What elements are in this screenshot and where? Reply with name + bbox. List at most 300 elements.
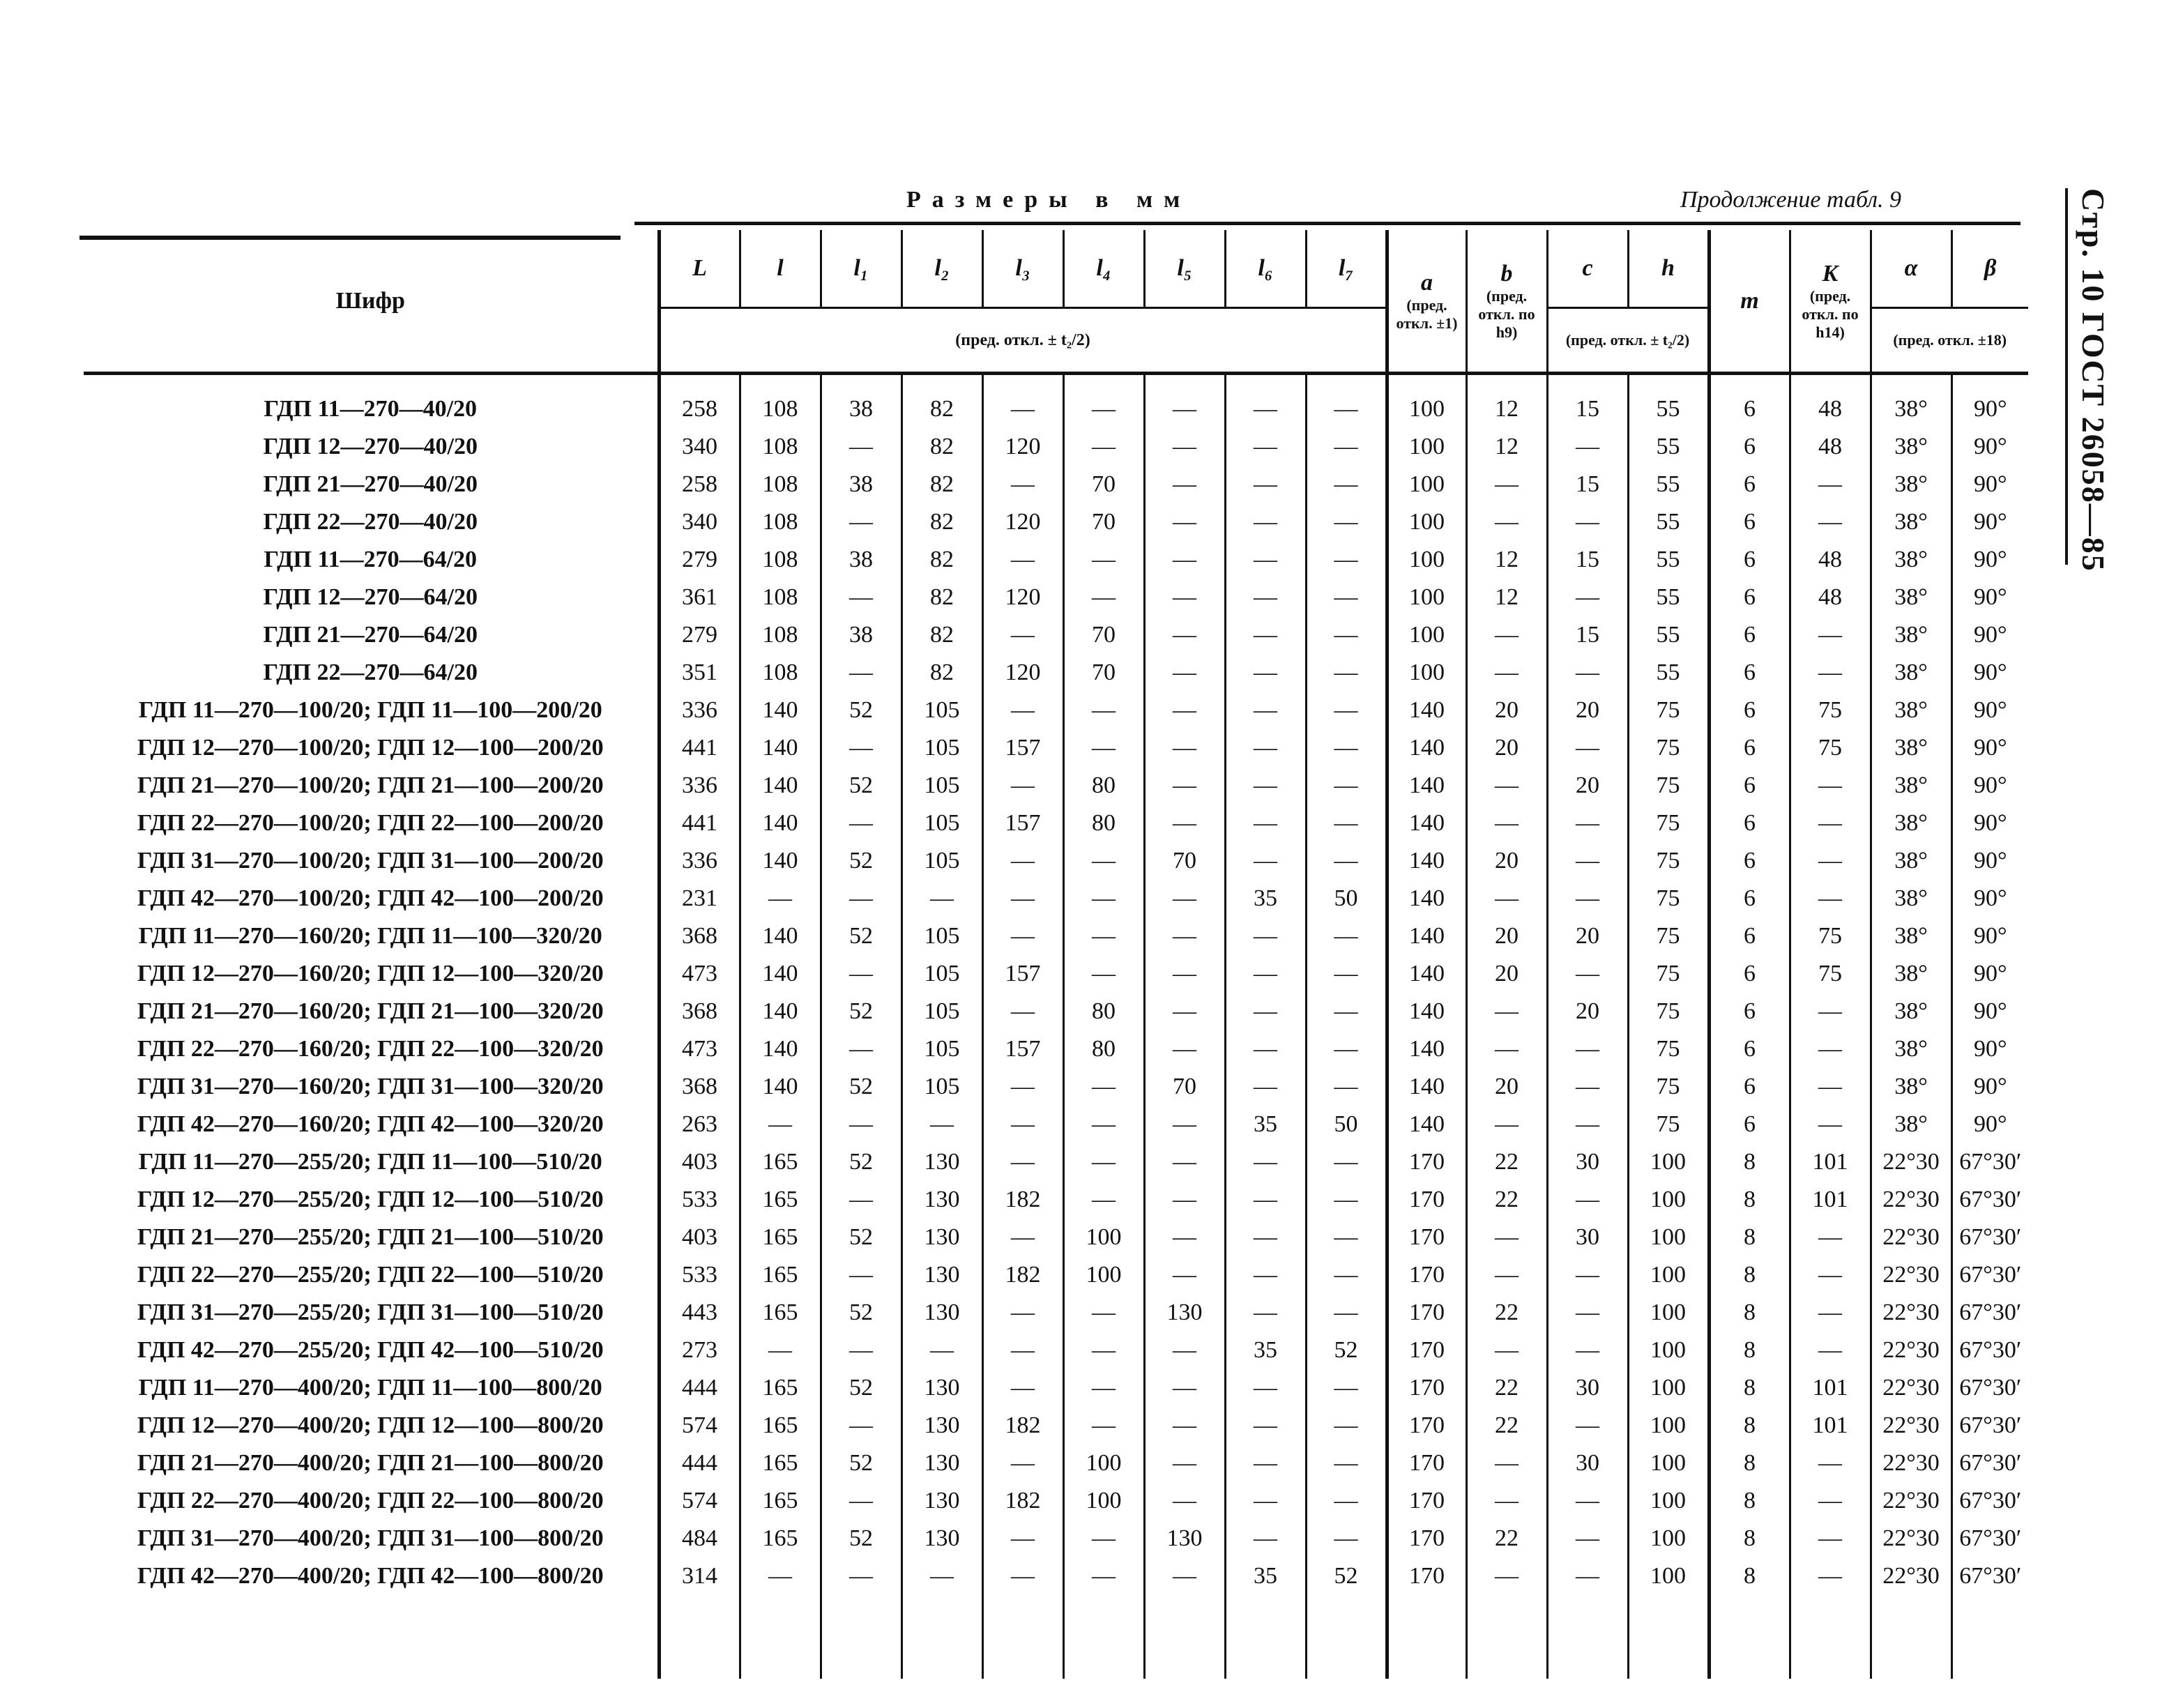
row-code: ГДП 21—270—64/20	[263, 622, 478, 648]
table-row	[84, 955, 2028, 993]
cell-4: 130	[901, 1181, 982, 1219]
cell-13: 55	[1628, 466, 1709, 503]
cell-15: —	[1790, 1332, 1871, 1369]
cell-8: —	[1225, 1444, 1306, 1482]
tail-cell	[821, 1595, 901, 1679]
cell-14: 6	[1709, 1068, 1790, 1106]
cell-2: 140	[740, 993, 821, 1030]
cell-12: 15	[1547, 466, 1628, 503]
row-code: ГДП 21—270—100/20; ГДП 21—100—200/20	[137, 772, 604, 798]
col-header-l1: l₁	[821, 230, 901, 308]
cell-1: 368	[659, 1068, 740, 1106]
table-row	[84, 1294, 2028, 1332]
cell-3: 38	[821, 541, 901, 579]
cell-12: 30	[1547, 1444, 1628, 1482]
cell-17: 90°	[1951, 692, 2028, 729]
cell-16: 38°	[1871, 1068, 1951, 1106]
cell-11: —	[1466, 1557, 1547, 1595]
cell-16: 22°30	[1871, 1407, 1951, 1444]
cell-10: 140	[1387, 805, 1466, 842]
cell-16: 38°	[1871, 1106, 1951, 1143]
cell-17: 67°30′	[1951, 1219, 2028, 1256]
cell-6: 80	[1063, 767, 1144, 805]
cell-16: 38°	[1871, 541, 1951, 579]
spacer-cell	[982, 375, 1063, 390]
cell-13: 100	[1628, 1294, 1709, 1332]
cell-6: 80	[1063, 1030, 1144, 1068]
cell-4: 130	[901, 1520, 982, 1557]
cell-16: 22°30	[1871, 1332, 1951, 1369]
table-row	[84, 390, 2028, 428]
cell-12: —	[1547, 729, 1628, 767]
cell-4: 82	[901, 428, 982, 466]
header-row-symbols	[84, 230, 2028, 308]
cell-2: 140	[740, 692, 821, 729]
cell-8: —	[1225, 917, 1306, 955]
cell-14: 6	[1709, 955, 1790, 993]
cell-14: 6	[1709, 805, 1790, 842]
cell-6: —	[1063, 390, 1144, 428]
cell-11: 22	[1466, 1520, 1547, 1557]
table-row	[84, 1256, 2028, 1294]
cell-13: 75	[1628, 993, 1709, 1030]
cell-5: 120	[982, 579, 1063, 616]
cell-1: 263	[659, 1106, 740, 1143]
cell-17: 90°	[1951, 955, 2028, 993]
cell-6: —	[1063, 955, 1144, 993]
cell-2: 140	[740, 1030, 821, 1068]
cell-2: 165	[740, 1143, 821, 1181]
cell-16: 38°	[1871, 428, 1951, 466]
table-row	[84, 1181, 2028, 1219]
table-row	[84, 1106, 2028, 1143]
cell-1: 258	[659, 466, 740, 503]
cell-12: —	[1547, 1256, 1628, 1294]
cell-8: —	[1225, 390, 1306, 428]
cell-5: —	[982, 993, 1063, 1030]
cell-14: 8	[1709, 1219, 1790, 1256]
cell-17: 90°	[1951, 880, 2028, 917]
cell-17: 90°	[1951, 729, 2028, 767]
cell-8: 35	[1225, 880, 1306, 917]
row-code: ГДП 12—270—64/20	[263, 584, 478, 610]
cell-7: —	[1144, 1256, 1225, 1294]
cell-15: —	[1790, 1219, 1871, 1256]
cell-9: —	[1306, 579, 1387, 616]
cell-17: 90°	[1951, 1030, 2028, 1068]
cell-1: 336	[659, 692, 740, 729]
cell-14: 6	[1709, 1030, 1790, 1068]
table-row	[84, 880, 2028, 917]
cell-6: —	[1063, 1106, 1144, 1143]
cell-11: 22	[1466, 1181, 1547, 1219]
cell-15: 101	[1790, 1143, 1871, 1181]
cell-7: —	[1144, 390, 1225, 428]
cell-16: 22°30	[1871, 1256, 1951, 1294]
cell-1: 368	[659, 917, 740, 955]
table-row	[84, 579, 2028, 616]
cell-8: —	[1225, 654, 1306, 692]
cell-13: 100	[1628, 1219, 1709, 1256]
cell-9: —	[1306, 1482, 1387, 1520]
cell-16: 38°	[1871, 729, 1951, 767]
cell-15: 75	[1790, 729, 1871, 767]
cell-9: —	[1306, 616, 1387, 654]
cell-9: —	[1306, 955, 1387, 993]
cell-14: 6	[1709, 993, 1790, 1030]
cell-13: 100	[1628, 1407, 1709, 1444]
cell-9: —	[1306, 654, 1387, 692]
cell-7: —	[1144, 466, 1225, 503]
spacer-cell	[1306, 375, 1387, 390]
row-code: ГДП 31—270—160/20; ГДП 31—100—320/20	[137, 1074, 604, 1099]
row-code: ГДП 12—270—40/20	[263, 434, 478, 459]
cell-5: —	[982, 390, 1063, 428]
cell-6: —	[1063, 428, 1144, 466]
tail-cell	[1306, 1595, 1387, 1679]
cell-5: 120	[982, 503, 1063, 541]
cell-12: 30	[1547, 1143, 1628, 1181]
cell-9: —	[1306, 1407, 1387, 1444]
cell-10: 140	[1387, 842, 1466, 880]
cell-14: 8	[1709, 1520, 1790, 1557]
cell-16: 38°	[1871, 654, 1951, 692]
spacer-cell	[1951, 375, 2028, 390]
row-code: ГДП 12—270—160/20; ГДП 12—100—320/20	[137, 961, 604, 986]
cell-16: 22°30	[1871, 1294, 1951, 1332]
cell-8: —	[1225, 1520, 1306, 1557]
cell-11: 22	[1466, 1143, 1547, 1181]
side-divider	[2065, 188, 2068, 565]
table-row	[84, 1332, 2028, 1369]
cell-5: —	[982, 1369, 1063, 1407]
cell-1: 444	[659, 1369, 740, 1407]
cell-10: 140	[1387, 767, 1466, 805]
cell-15: —	[1790, 1520, 1871, 1557]
cell-3: —	[821, 1557, 901, 1595]
cell-17: 90°	[1951, 390, 2028, 428]
cell-6: 70	[1063, 466, 1144, 503]
spacer-code	[84, 375, 659, 390]
cell-10: 100	[1387, 428, 1466, 466]
cell-8: —	[1225, 805, 1306, 842]
cell-8: —	[1225, 1143, 1306, 1181]
cell-13: 75	[1628, 1068, 1709, 1106]
cell-16: 22°30	[1871, 1143, 1951, 1181]
cell-1: 273	[659, 1332, 740, 1369]
cell-12: —	[1547, 1106, 1628, 1143]
cell-12: —	[1547, 805, 1628, 842]
cell-4: 130	[901, 1219, 982, 1256]
cell-3: —	[821, 428, 901, 466]
cell-9: —	[1306, 1030, 1387, 1068]
table-row	[84, 1143, 2028, 1181]
cell-7: —	[1144, 428, 1225, 466]
col-header-h: h	[1628, 230, 1709, 308]
cell-4: 130	[901, 1482, 982, 1520]
cell-6: 70	[1063, 654, 1144, 692]
cell-9: 50	[1306, 880, 1387, 917]
row-code: ГДП 21—270—400/20; ГДП 21—100—800/20	[137, 1450, 604, 1476]
cell-15: —	[1790, 1068, 1871, 1106]
cell-3: 52	[821, 1068, 901, 1106]
cell-17: 90°	[1951, 1068, 2028, 1106]
cell-1: 533	[659, 1256, 740, 1294]
cell-5: —	[982, 466, 1063, 503]
cell-8: —	[1225, 1294, 1306, 1332]
row-code: ГДП 11—270—100/20; ГДП 11—100—200/20	[138, 697, 602, 723]
table-row	[84, 616, 2028, 654]
spacer-cell	[740, 375, 821, 390]
cell-6: —	[1063, 1294, 1144, 1332]
cell-6: 70	[1063, 616, 1144, 654]
cell-15: 48	[1790, 579, 1871, 616]
cell-15: —	[1790, 466, 1871, 503]
cell-3: —	[821, 579, 901, 616]
cell-3: 52	[821, 917, 901, 955]
cell-17: 67°30′	[1951, 1407, 2028, 1444]
cell-14: 8	[1709, 1256, 1790, 1294]
cell-10: 100	[1387, 541, 1466, 579]
cell-17: 90°	[1951, 654, 2028, 692]
cell-8: —	[1225, 428, 1306, 466]
cell-17: 67°30′	[1951, 1557, 2028, 1595]
cell-7: —	[1144, 1407, 1225, 1444]
cell-11: 12	[1466, 428, 1547, 466]
row-code: ГДП 22—270—64/20	[263, 659, 478, 685]
cell-11: —	[1466, 1256, 1547, 1294]
cell-5: —	[982, 880, 1063, 917]
cell-8: —	[1225, 955, 1306, 993]
cell-3: —	[821, 1407, 901, 1444]
cell-17: 90°	[1951, 917, 2028, 955]
tolerance-l-header: (пред. откл. ± t₂/2)	[659, 308, 1387, 372]
cell-13: 55	[1628, 616, 1709, 654]
cell-15: 101	[1790, 1407, 1871, 1444]
cell-10: 140	[1387, 1030, 1466, 1068]
cell-8: —	[1225, 1030, 1306, 1068]
cell-8: —	[1225, 1369, 1306, 1407]
cell-15: —	[1790, 842, 1871, 880]
cell-5: —	[982, 1294, 1063, 1332]
cell-12: —	[1547, 1332, 1628, 1369]
cell-7: —	[1144, 1219, 1225, 1256]
tail-cell	[659, 1595, 740, 1679]
row-code: ГДП 31—270—100/20; ГДП 31—100—200/20	[137, 848, 604, 874]
cell-12: 15	[1547, 390, 1628, 428]
cell-2: 140	[740, 842, 821, 880]
cell-17: 67°30′	[1951, 1520, 2028, 1557]
spacer-cell	[1225, 375, 1306, 390]
table-row	[84, 541, 2028, 579]
cell-16: 38°	[1871, 466, 1951, 503]
cell-7: —	[1144, 1557, 1225, 1595]
col-header-k-symbol: K	[1822, 260, 1839, 287]
cell-12: 15	[1547, 616, 1628, 654]
row-code: ГДП 21—270—40/20	[263, 471, 478, 497]
cell-13: 75	[1628, 1030, 1709, 1068]
table-row	[84, 729, 2028, 767]
cell-4: —	[901, 880, 982, 917]
cell-11: 22	[1466, 1369, 1547, 1407]
cell-2: 140	[740, 805, 821, 842]
cell-6: —	[1063, 1332, 1144, 1369]
cell-7: —	[1144, 503, 1225, 541]
tail-cell	[1225, 1595, 1306, 1679]
cell-14: 6	[1709, 428, 1790, 466]
cell-5: 157	[982, 805, 1063, 842]
cell-12: —	[1547, 1181, 1628, 1219]
cell-11: 20	[1466, 842, 1547, 880]
cell-2: 165	[740, 1407, 821, 1444]
cell-15: —	[1790, 503, 1871, 541]
col-header-a-tolerance: (пред. откл. ±1)	[1396, 296, 1458, 332]
cell-8: —	[1225, 579, 1306, 616]
row-code: ГДП 22—270—100/20; ГДП 22—100—200/20	[137, 810, 604, 836]
cell-10: 140	[1387, 692, 1466, 729]
cell-3: 52	[821, 1520, 901, 1557]
cell-17: 90°	[1951, 842, 2028, 880]
cell-2: —	[740, 1557, 821, 1595]
cell-4: 105	[901, 692, 982, 729]
cell-14: 6	[1709, 880, 1790, 917]
cell-4: 130	[901, 1369, 982, 1407]
cell-10: 100	[1387, 654, 1466, 692]
cell-12: —	[1547, 1520, 1628, 1557]
cell-7: —	[1144, 1332, 1225, 1369]
cell-17: 67°30′	[1951, 1332, 2028, 1369]
spacer-cell	[1628, 375, 1709, 390]
cell-14: 6	[1709, 729, 1790, 767]
cell-8: 35	[1225, 1332, 1306, 1369]
cell-8: —	[1225, 1219, 1306, 1256]
cell-7: —	[1144, 1143, 1225, 1181]
cell-15: —	[1790, 1557, 1871, 1595]
cell-11: 12	[1466, 541, 1547, 579]
row-code: ГДП 21—270—255/20; ГДП 21—100—510/20	[137, 1224, 604, 1250]
cell-1: 340	[659, 428, 740, 466]
row-code: ГДП 12—270—400/20; ГДП 12—100—800/20	[137, 1412, 604, 1438]
cell-1: 258	[659, 390, 740, 428]
tail-cell	[1709, 1595, 1790, 1679]
cell-13: 55	[1628, 428, 1709, 466]
cell-4: 105	[901, 1030, 982, 1068]
cell-3: —	[821, 1030, 901, 1068]
col-header-l: l	[740, 230, 821, 308]
cell-12: —	[1547, 842, 1628, 880]
cell-15: —	[1790, 880, 1871, 917]
cell-1: 533	[659, 1181, 740, 1219]
cell-8: —	[1225, 842, 1306, 880]
cell-16: 38°	[1871, 805, 1951, 842]
cell-4: 82	[901, 466, 982, 503]
table-row	[84, 503, 2028, 541]
table-row	[84, 767, 2028, 805]
cell-5: 157	[982, 729, 1063, 767]
tail-cell	[1063, 1595, 1144, 1679]
cell-1: 340	[659, 503, 740, 541]
cell-3: —	[821, 1482, 901, 1520]
cell-7: —	[1144, 880, 1225, 917]
cell-9: —	[1306, 1219, 1387, 1256]
cell-16: 38°	[1871, 692, 1951, 729]
cell-14: 6	[1709, 1106, 1790, 1143]
cell-14: 6	[1709, 654, 1790, 692]
cell-12: 30	[1547, 1219, 1628, 1256]
cell-6: —	[1063, 541, 1144, 579]
cell-12: —	[1547, 1557, 1628, 1595]
cell-7: —	[1144, 955, 1225, 993]
cell-3: —	[821, 1256, 901, 1294]
cell-3: —	[821, 729, 901, 767]
cell-13: 75	[1628, 955, 1709, 993]
spacer-cell	[1063, 375, 1144, 390]
table-continuation-note: Продолжение табл. 9	[1680, 187, 1902, 213]
col-header-alpha: α	[1871, 230, 1951, 308]
cell-5: —	[982, 1557, 1063, 1595]
cell-3: —	[821, 1106, 901, 1143]
row-code: ГДП 11—270—160/20; ГДП 11—100—320/20	[138, 923, 602, 949]
cell-5: 182	[982, 1407, 1063, 1444]
cell-15: —	[1790, 1482, 1871, 1520]
col-header-l3: l₃	[982, 230, 1063, 308]
cell-13: 75	[1628, 880, 1709, 917]
cell-2: 165	[740, 1219, 821, 1256]
cell-8: —	[1225, 729, 1306, 767]
table-row	[84, 654, 2028, 692]
cell-9: —	[1306, 503, 1387, 541]
cell-8: 35	[1225, 1106, 1306, 1143]
tolerance-angle-header: (пред. откл. ±18)	[1871, 308, 2028, 372]
cell-10: 140	[1387, 1068, 1466, 1106]
dimensions-table	[84, 230, 2028, 1679]
cell-3: 52	[821, 767, 901, 805]
col-header-b-tolerance: (пред. откл. по h9)	[1478, 287, 1535, 341]
cell-12: 20	[1547, 767, 1628, 805]
cell-10: 170	[1387, 1444, 1466, 1482]
cell-2: 165	[740, 1520, 821, 1557]
cell-5: —	[982, 1520, 1063, 1557]
cell-11: —	[1466, 616, 1547, 654]
cell-2: 140	[740, 729, 821, 767]
tail-row	[84, 1595, 2028, 1679]
row-code: ГДП 11—270—400/20; ГДП 11—100—800/20	[138, 1375, 602, 1401]
cell-16: 38°	[1871, 503, 1951, 541]
cell-1: 231	[659, 880, 740, 917]
cell-11: 20	[1466, 917, 1547, 955]
row-code: ГДП 42—270—100/20; ГДП 42—100—200/20	[137, 885, 604, 911]
cell-8: —	[1225, 1407, 1306, 1444]
cell-3: 52	[821, 842, 901, 880]
cell-6: 80	[1063, 993, 1144, 1030]
cell-9: —	[1306, 692, 1387, 729]
cell-12: —	[1547, 1407, 1628, 1444]
cell-9: —	[1306, 541, 1387, 579]
cell-12: —	[1547, 955, 1628, 993]
cell-17: 90°	[1951, 805, 2028, 842]
cell-10: 140	[1387, 729, 1466, 767]
cell-10: 170	[1387, 1369, 1466, 1407]
cell-17: 90°	[1951, 541, 2028, 579]
cell-4: 82	[901, 503, 982, 541]
cell-9: —	[1306, 729, 1387, 767]
cell-14: 8	[1709, 1444, 1790, 1482]
cell-14: 8	[1709, 1294, 1790, 1332]
cell-10: 140	[1387, 993, 1466, 1030]
cell-16: 38°	[1871, 616, 1951, 654]
cell-13: 100	[1628, 1557, 1709, 1595]
cell-4: 82	[901, 654, 982, 692]
